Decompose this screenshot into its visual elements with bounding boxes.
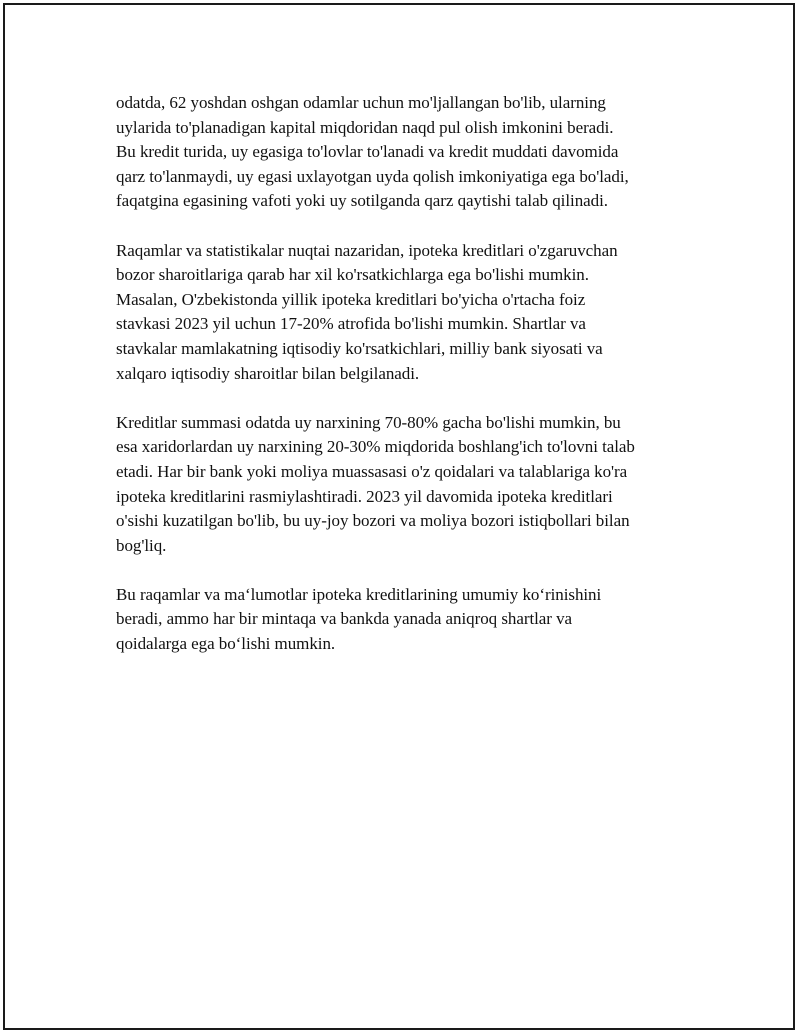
text-line: qarz to'lanmaydi, uy egasi uxlayotgan uyda qolish imkoniyatiga ega bo'ladi,	[116, 166, 629, 186]
text-line: faqatgina egasining vafoti yoki uy sotilganda qarz qaytishi talab qilinadi.	[116, 191, 608, 211]
text-line: xalqaro iqtisodiy sharoitlar bilan belgilanadi.	[116, 363, 420, 383]
text-line: esa xaridorlardan uy narxining 20-30% miqdorida boshlang'ich to'lovni talab	[116, 437, 635, 457]
text-line: beradi, ammo har bir mintaqa va bankda yanada aniqroq shartlar va	[116, 609, 573, 629]
text-line: qoidalarga ega boʻlishi mumkin.	[116, 634, 336, 654]
text-line: bog'liq.	[116, 535, 167, 555]
text-line: Bu raqamlar va maʻlumotlar ipoteka kreditlarining umumiy koʻrinishini	[116, 584, 602, 604]
text-line: Bu kredit turida, uy egasiga to'lovlar to'lanadi va kredit muddati davomida	[116, 142, 619, 162]
text-line: Masalan, O'zbekistonda yillik ipoteka kreditlari bo'yicha o'rtacha foiz	[116, 289, 586, 309]
text-line: stavkalar mamlakatning iqtisodiy ko'rsatkichlari, milliy bank siyosati va	[116, 338, 603, 358]
text-line: o'sishi kuzatilgan bo'lib, bu uy-joy bozori va moliya bozori istiqbollari bilan	[116, 511, 630, 531]
document-body	[116, 91, 696, 657]
text-line: Kreditlar summasi odatda uy narxining 70-80% gacha bo'lishi mumkin, bu	[116, 412, 621, 432]
paragraph-1	[116, 91, 696, 214]
paragraph-4	[116, 583, 696, 657]
text-line: uylarida to'planadigan kapital miqdoridan naqd pul olish imkonini beradi.	[116, 117, 614, 137]
text-line: bozor sharoitlariga qarab har xil ko'rsatkichlarga ega bo'lishi mumkin.	[116, 265, 589, 285]
paragraph-2	[116, 239, 696, 387]
text-line: stavkasi 2023 yil uchun 17-20% atrofida bo'lishi mumkin. Shartlar va	[116, 314, 586, 334]
text-line: Raqamlar va statistikalar nuqtai nazaridan, ipoteka kreditlari o'zgaruvchan	[116, 240, 618, 260]
text-line: odatda, 62 yoshdan oshgan odamlar uchun mo'ljallangan bo'lib, ularning	[116, 93, 606, 112]
paragraph-3	[116, 411, 696, 559]
text-line: ipoteka kreditlarini rasmiylashtiradi. 2023 yil davomida ipoteka kreditlari	[116, 486, 613, 506]
text-line: etadi. Har bir bank yoki moliya muassasasi o'z qoidalari va talablariga ko'ra	[116, 461, 628, 481]
